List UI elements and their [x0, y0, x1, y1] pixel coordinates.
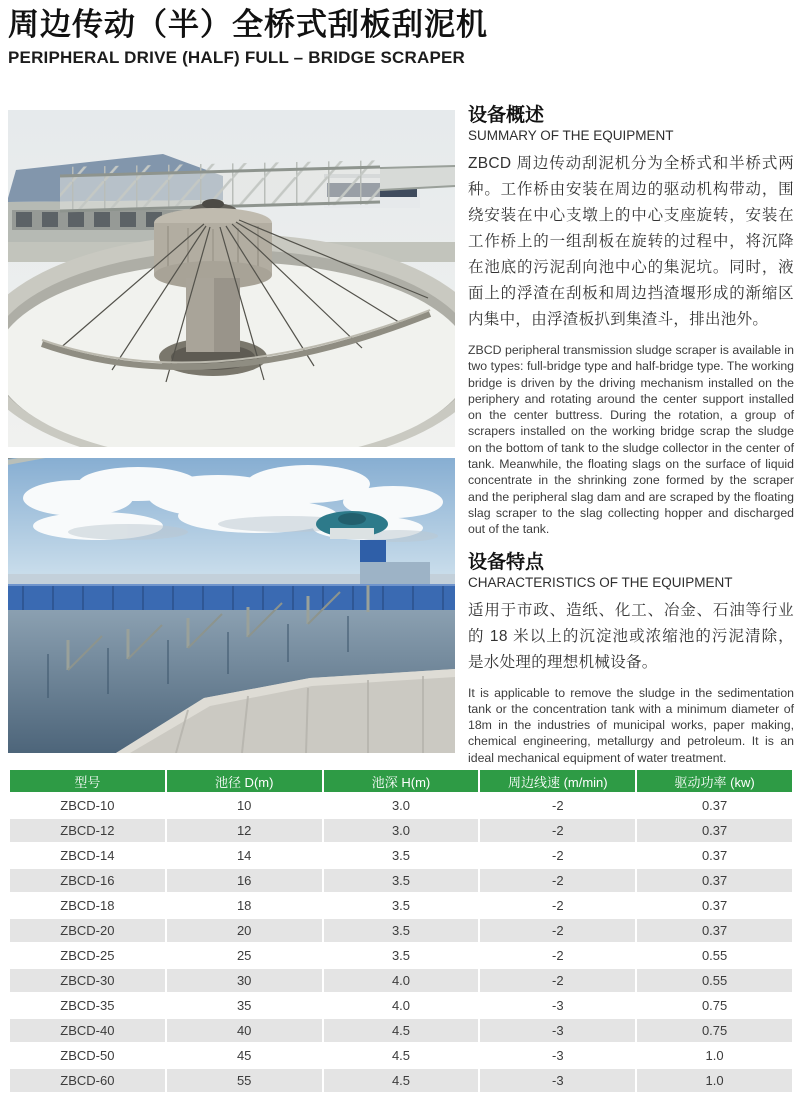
- header-peripheral-speed: 周边线速 (m/min): [480, 770, 635, 792]
- table-cell: ZBCD-35: [10, 994, 165, 1017]
- header-drive-power: 驱动功率 (kw): [637, 770, 792, 792]
- table-cell: 30: [167, 969, 322, 992]
- table-cell: 0.55: [637, 944, 792, 967]
- table-cell: 25: [167, 944, 322, 967]
- table-row: [10, 969, 792, 992]
- table-cell: 4.5: [324, 1044, 479, 1067]
- table-row: [10, 919, 792, 942]
- table-cell: 12: [167, 819, 322, 842]
- table-cell: -2: [480, 919, 635, 942]
- photo-empty-sedimentation-tank: [8, 110, 455, 447]
- table-cell: 0.75: [637, 994, 792, 1017]
- summary-heading-en: SUMMARY OF THE EQUIPMENT: [468, 128, 674, 143]
- table-row: [10, 944, 792, 967]
- characteristics-heading-en: CHARACTERISTICS OF THE EQUIPMENT: [468, 574, 733, 590]
- header-tank-diameter: 池径 D(m): [167, 770, 322, 792]
- table-cell: ZBCD-50: [10, 1044, 165, 1067]
- description-column: [468, 104, 794, 779]
- table-cell: -3: [480, 1069, 635, 1092]
- table-row: [10, 1069, 792, 1092]
- table-row: [10, 794, 792, 817]
- table-cell: 3.5: [324, 894, 479, 917]
- table-cell: -3: [480, 1044, 635, 1067]
- table-row: [10, 819, 792, 842]
- table-cell: -2: [480, 819, 635, 842]
- table-cell: ZBCD-20: [10, 919, 165, 942]
- table-cell: 0.37: [637, 794, 792, 817]
- characteristics-body-zh: 适用于市政、造纸、化工、冶金、石油等行业的 18 米以上的沉淀池或浓缩池的污泥清除，是水处理的理想机械设备。: [468, 601, 794, 671]
- summary-body-en: ZBCD peripheral transmission sludge scraper is available in two types: full-bridge type and half-bridge type. The working bridge is driven by the driving mechanism installed on the periphery and rotating around the center support installed on the center buttress. During the rotation, a group of scrapers installed on the working bridge scrap the sludge on the bottom of tank to the sludge collector in the center of tank. Meanwhile, the floating slags on the surface of liquid concentrate in the shrinking zone formed by the scraper and the peripheral slag dam and are scraped by the floating slag scraper to the slag collecting hopper and discharged out of the tank.: [468, 343, 794, 537]
- table-cell: 10: [167, 794, 322, 817]
- table-cell: -2: [480, 969, 635, 992]
- table-cell: 3.5: [324, 919, 479, 942]
- header-model: 型号: [10, 770, 165, 792]
- summary-body-zh: ZBCD 周边传动刮泥机分为全桥式和半桥式两种。工作桥由安装在周边的驱动机构带动，围绕安装在中心支墩上的中心支座旋转，安装在工作桥上的一组刮板在旋转的过程中，将沉降在池底的污泥刮向池中心的集泥坑。同时，液面上的浮渣在刮板和周边挡渣堰形成的渐缩区内集中，由浮渣板扒到集渣斗，排出池外。: [468, 155, 794, 328]
- section-summary: [468, 104, 794, 538]
- spec-table-body: [10, 794, 792, 1092]
- spec-table-header-row: [10, 770, 792, 792]
- table-cell: 4.5: [324, 1019, 479, 1042]
- table-cell: 0.37: [637, 869, 792, 892]
- page-subtitle: PERIPHERAL DRIVE (HALF) FULL – BRIDGE SCRAPER: [8, 48, 466, 67]
- table-cell: 0.37: [637, 894, 792, 917]
- table-cell: 55: [167, 1069, 322, 1092]
- table-cell: 18: [167, 894, 322, 917]
- table-cell: -2: [480, 844, 635, 867]
- spec-table: [8, 768, 794, 1094]
- table-cell: -2: [480, 944, 635, 967]
- table-cell: 4.5: [324, 1069, 479, 1092]
- table-cell: 3.0: [324, 819, 479, 842]
- table-cell: 20: [167, 919, 322, 942]
- table-cell: 0.55: [637, 969, 792, 992]
- table-cell: -3: [480, 1019, 635, 1042]
- table-cell: 4.0: [324, 994, 479, 1017]
- table-cell: 1.0: [637, 1069, 792, 1092]
- table-cell: -2: [480, 894, 635, 917]
- table-cell: 14: [167, 844, 322, 867]
- table-cell: ZBCD-60: [10, 1069, 165, 1092]
- table-cell: ZBCD-12: [10, 819, 165, 842]
- spec-table-container: [8, 768, 794, 1094]
- table-row: [10, 894, 792, 917]
- table-cell: 3.5: [324, 869, 479, 892]
- table-cell: 3.5: [324, 944, 479, 967]
- table-cell: 3.0: [324, 794, 479, 817]
- table-cell: 45: [167, 1044, 322, 1067]
- table-cell: 35: [167, 994, 322, 1017]
- table-row: [10, 869, 792, 892]
- table-row: [10, 1019, 792, 1042]
- table-cell: 1.0: [637, 1044, 792, 1067]
- table-cell: ZBCD-40: [10, 1019, 165, 1042]
- table-cell: 16: [167, 869, 322, 892]
- water-tank-illustration: [8, 458, 455, 753]
- table-cell: -2: [480, 869, 635, 892]
- table-cell: ZBCD-10: [10, 794, 165, 817]
- table-cell: 0.37: [637, 844, 792, 867]
- table-cell: 3.5: [324, 844, 479, 867]
- table-cell: ZBCD-30: [10, 969, 165, 992]
- table-cell: ZBCD-16: [10, 869, 165, 892]
- header-tank-depth: 池深 H(m): [324, 770, 479, 792]
- table-row: [10, 844, 792, 867]
- table-cell: 0.37: [637, 919, 792, 942]
- empty-tank-illustration: [8, 110, 455, 447]
- table-cell: 40: [167, 1019, 322, 1042]
- table-cell: ZBCD-25: [10, 944, 165, 967]
- table-cell: 0.75: [637, 1019, 792, 1042]
- table-cell: 4.0: [324, 969, 479, 992]
- characteristics-heading-zh: 设备特点: [468, 551, 545, 573]
- characteristics-body-en: It is applicable to remove the sludge in the sedimentation tank or the concentration tank with a minimum diameter of 18m in the industries of municipal works, paper making, chemical engineering, metallurgy and petroleum. It is an ideal mechanical equipment of water treatment.: [468, 685, 794, 765]
- summary-heading-zh: 设备概述: [468, 105, 545, 126]
- table-row: [10, 994, 792, 1017]
- table-cell: 0.37: [637, 819, 792, 842]
- table-cell: ZBCD-18: [10, 894, 165, 917]
- table-cell: -2: [480, 794, 635, 817]
- table-row: [10, 1044, 792, 1067]
- page-title: 周边传动（半）全桥式刮板刮泥机: [8, 7, 488, 42]
- table-cell: -3: [480, 994, 635, 1017]
- section-characteristics: [468, 551, 794, 766]
- table-cell: ZBCD-14: [10, 844, 165, 867]
- photo-working-bridge-over-water: [8, 458, 455, 753]
